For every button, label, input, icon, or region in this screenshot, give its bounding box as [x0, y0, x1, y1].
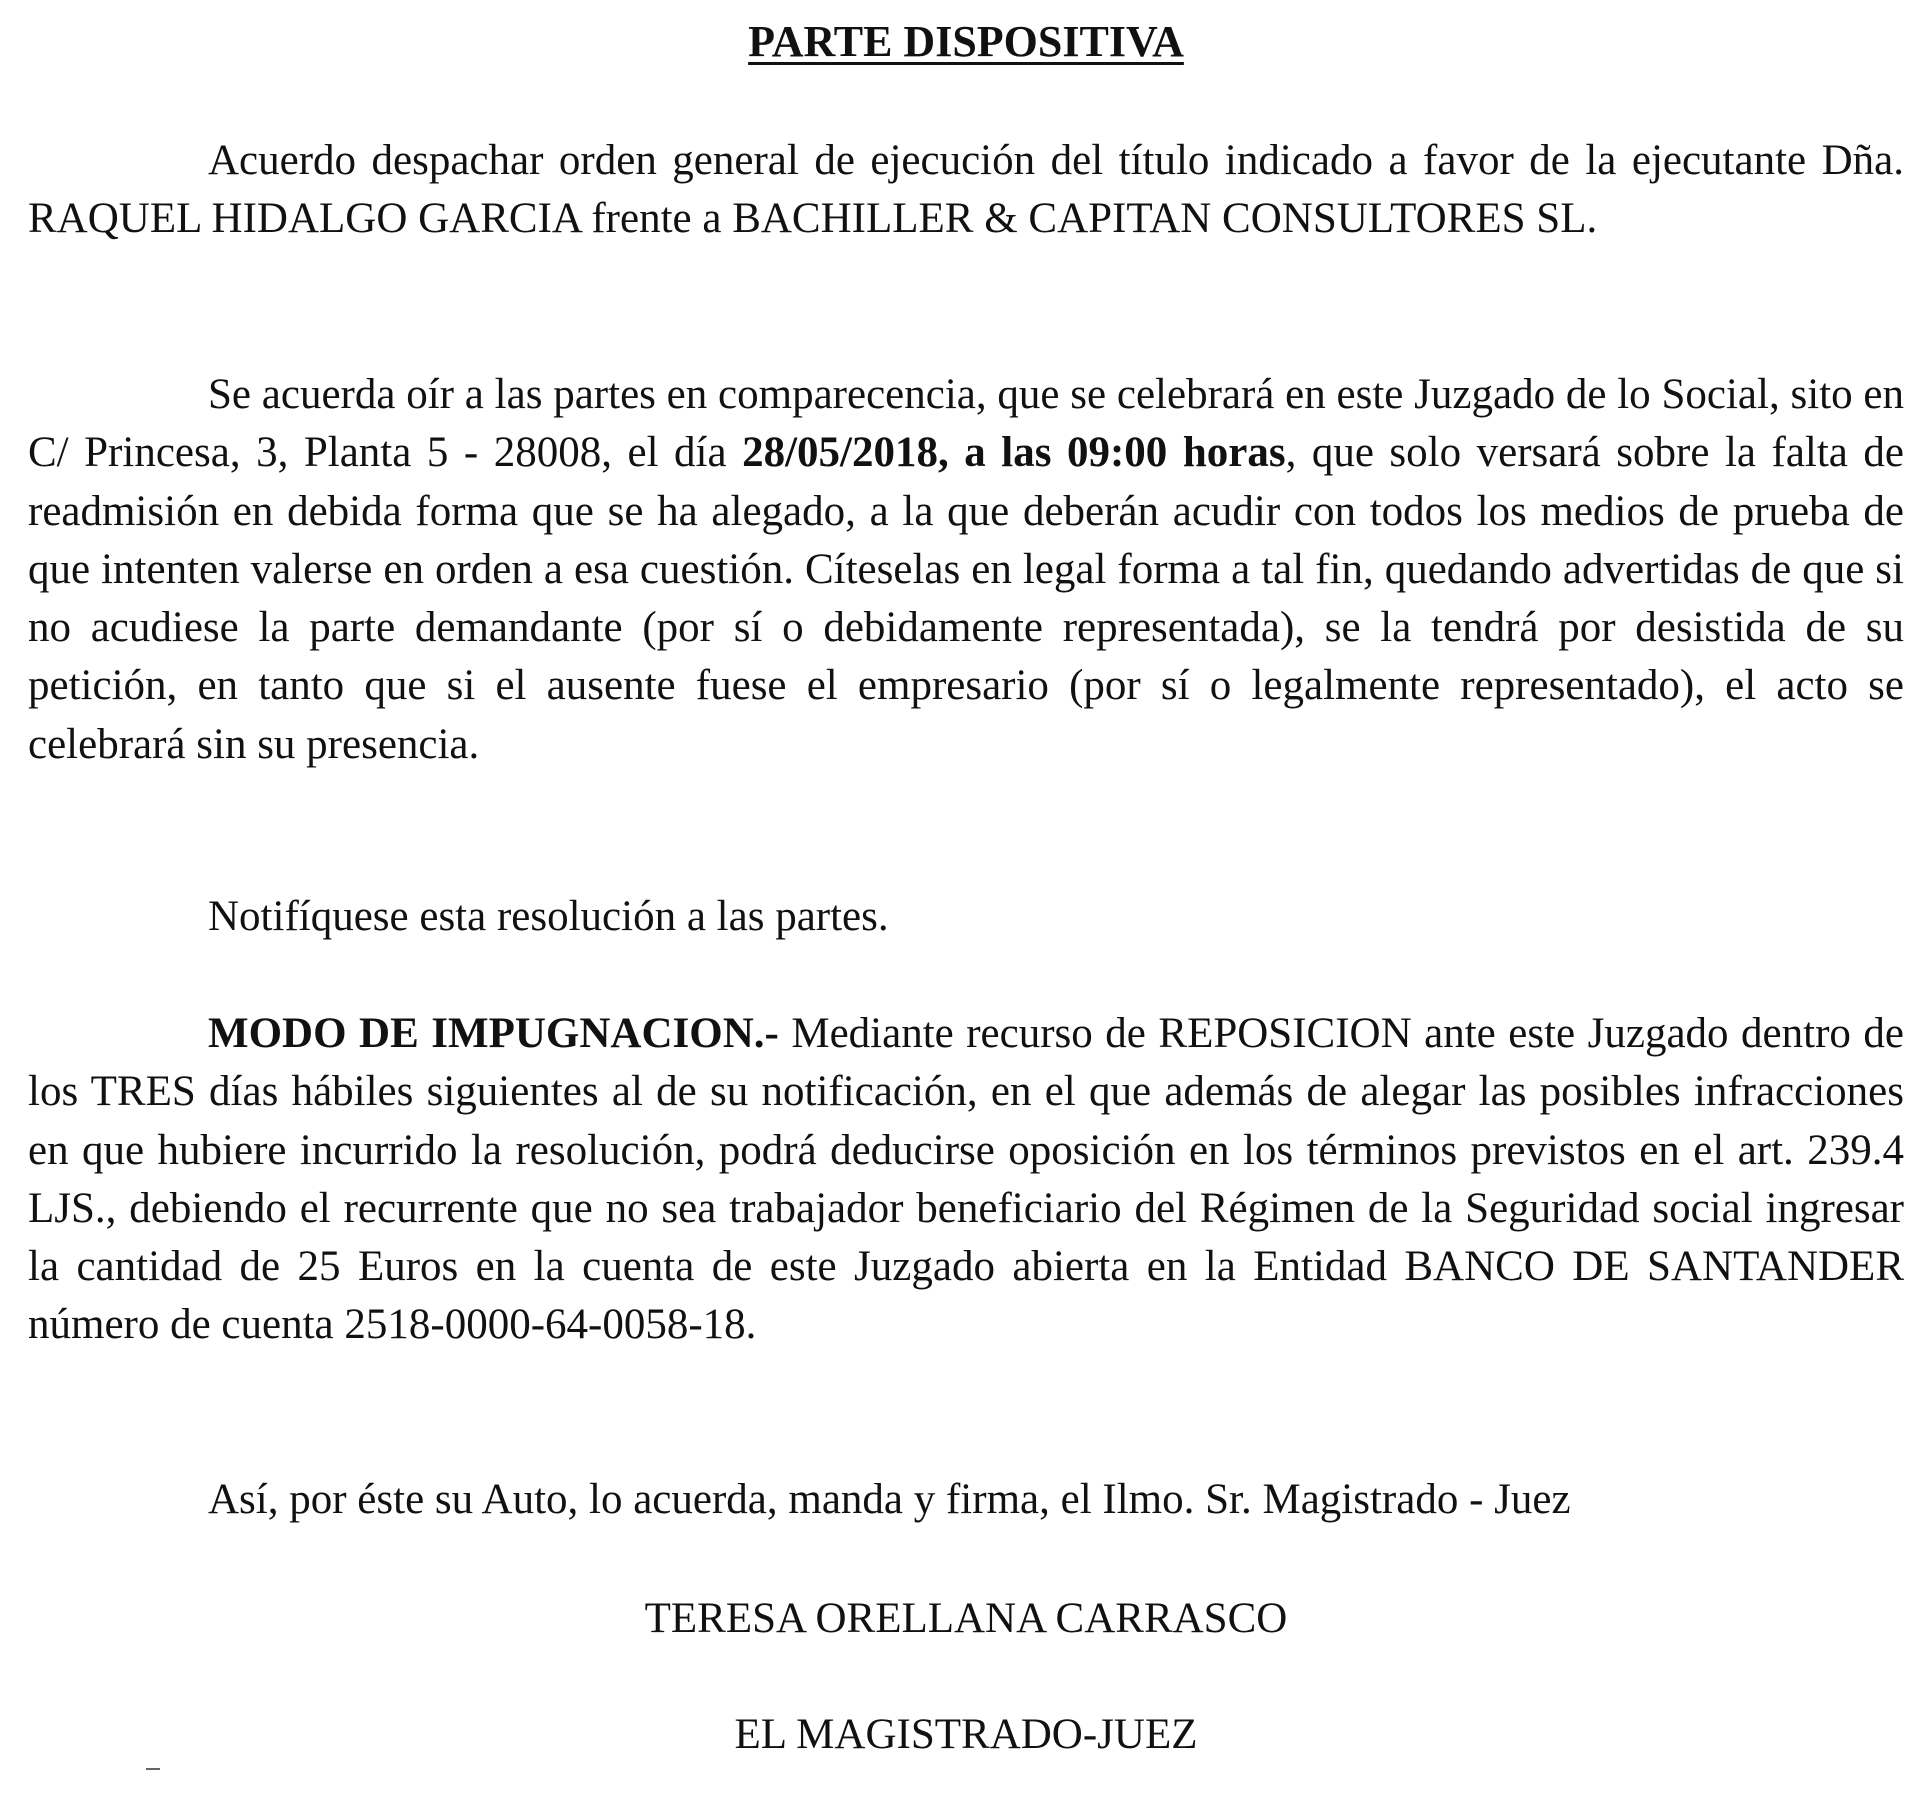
- paragraph-appeal-method: [28, 1005, 1904, 1355]
- document-title: [28, 14, 1904, 70]
- hearing-text-after: , que solo versará sobre la falta de readmisión en debida forma que se ha alegado, a la que deberán acudir con todos los medios de prueba de que intenten valerse en orden a esa cuestión. Cíteselas en legal forma a tal fin, quedando advertidas de que si no acudiese la parte demandante (por sí o debidamente representada), se la tendrá por desistida de su petición, en tanto que si el ausente fuese el empresario (por sí o legalmente representado), el acto se celebrará sin su presencia.: [28, 429, 1904, 768]
- paragraph-execution-order: Acuerdo despachar orden general de ejecución del título indicado a favor de la ejecutante Dña. RAQUEL HIDALGO GARCIA frente a BACHILLER & CAPITAN CONSULTORES SL.: [28, 137, 1904, 243]
- appeal-heading: MODO DE IMPUGNACION.-: [208, 1010, 779, 1057]
- document-title-text: PARTE DISPOSITIVA: [748, 17, 1184, 66]
- appeal-text: Mediante recurso de REPOSICION ante este Juzgado dentro de los TRES días hábiles siguientes al de su notificación, en el que además de alegar las posibles infracciones en que hubiere incurrido la resolución, podrá deducirse oposición en los términos previstos en el art. 239.4 LJS., debiendo el recurrente que no sea trabajador beneficiario del Régimen de la Seguridad social ingresar la cantidad de 25 Euros en la cuenta de este Juzgado abierta en la Entidad BANCO DE SANTANDER número de cuenta 2518-0000-64-0058-18.: [28, 1010, 1904, 1349]
- paragraph-closing: Así, por éste su Auto, lo acuerda, manda y firma, el Ilmo. Sr. Magistrado - Juez: [208, 1476, 1571, 1523]
- hearing-text-before: Se acuerda oír a las partes en comparecencia, que se celebrará en este Juzgado de lo Social, sito en C/ Princesa, 3, Planta 5 - 28008, el día: [28, 371, 1904, 477]
- signatory-role: EL MAGISTRADO-JUEZ: [734, 1711, 1198, 1758]
- paragraph-notification: Notifíquese esta resolución a las partes.: [208, 893, 889, 940]
- hearing-datetime: 28/05/2018, a las 09:00 horas: [742, 429, 1286, 477]
- signatory-name: TERESA ORELLANA CARRASCO: [644, 1595, 1288, 1642]
- scan-mark: [146, 1768, 160, 1770]
- paragraph-hearing: [28, 366, 1904, 774]
